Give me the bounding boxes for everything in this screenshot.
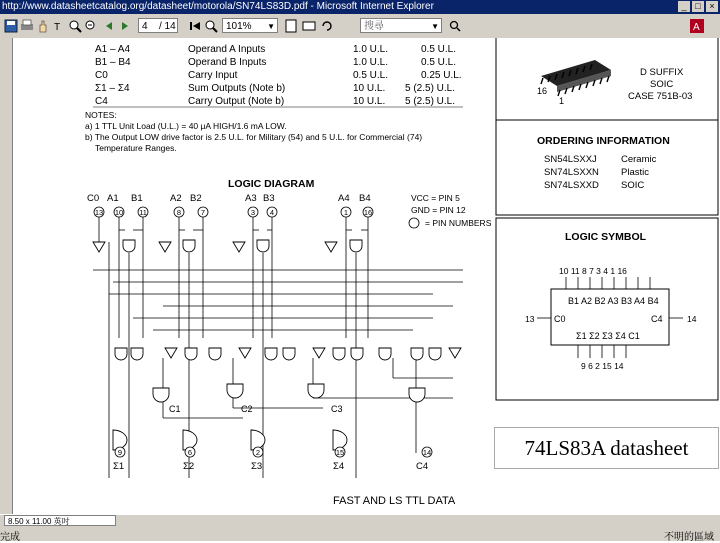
desc-sum: Sum Outputs (Note b) (188, 83, 286, 94)
package-box (496, 38, 718, 120)
pin-number-legend-icon (409, 218, 419, 228)
output-pin-sum2: 6 (187, 448, 193, 457)
input-label-a1: A1 (107, 193, 119, 204)
chevron-down-icon: ▼ (431, 22, 439, 31)
navigation-pane[interactable] (0, 38, 13, 514)
input-label-a4: A4 (338, 193, 350, 204)
window-controls (678, 1, 718, 12)
ordering-info-box (496, 120, 718, 215)
loading-table (95, 44, 462, 107)
package-suffix: D SUFFIX (640, 67, 684, 78)
carry-label-c1: C1 (169, 404, 181, 414)
logic-symbol-right-pin: 14 (687, 314, 697, 324)
logic-symbol-left-label: C0 (554, 314, 566, 324)
zoom-select[interactable]: 101% ▼ (222, 18, 278, 33)
input-pin-a4: 1 (343, 208, 349, 217)
desc-c0: Carry Input (188, 70, 238, 81)
package-type: SOIC (650, 79, 674, 90)
order-part-1: SN54LSXXJ (544, 154, 597, 165)
notes-heading: NOTES: (85, 110, 117, 120)
order-pkg-3: SOIC (621, 180, 645, 191)
input-label-a2: A2 (170, 193, 182, 204)
logic-diagram-title: LOGIC DIAGRAM (228, 178, 315, 190)
high-c0: 0.5 U.L. (353, 70, 389, 81)
order-part-3: SN74LSXXD (544, 180, 599, 191)
page-total: / 14 (159, 21, 176, 32)
hand-tool-icon[interactable] (36, 19, 50, 33)
next-page-icon[interactable] (118, 19, 132, 33)
slide-caption: 74LS83A datasheet (494, 427, 719, 469)
logic-symbol-bottom-labels: Σ1 Σ2 Σ3 Σ4 C1 (576, 331, 640, 341)
package-case: CASE 751B-03 (628, 91, 693, 102)
legend-pin-numbers: = PIN NUMBERS (425, 218, 492, 228)
output-pin-c4: 14 (422, 448, 432, 457)
low-sum: 5 (2.5) U.L. (405, 83, 456, 94)
input-pin-b2: 7 (200, 208, 206, 217)
fit-width-icon[interactable] (302, 19, 316, 33)
page-footer: FAST AND LS TTL DATA (333, 495, 456, 507)
pin-c0: C0 (95, 70, 108, 81)
minimize-button[interactable]: _ (678, 1, 690, 12)
desc-a: Operand A Inputs (188, 44, 266, 55)
carry-label-c3: C3 (331, 404, 343, 414)
status-bar (0, 514, 720, 541)
input-pin-c0: 13 (94, 208, 104, 217)
input-pin-b4: 16 (363, 208, 373, 217)
zoom-in-icon[interactable] (68, 19, 82, 33)
output-pin-sum1: 9 (117, 448, 123, 457)
input-pin-a1: 10 (114, 208, 124, 217)
note-a: a) 1 TTL Unit Load (U.L.) = 40 μA HIGH/1.6 mA LOW. (85, 121, 287, 131)
ordering-title: ORDERING INFORMATION (537, 135, 670, 147)
logic-symbol-top-labels: B1 A2 B2 A3 B3 A4 B4 (568, 296, 659, 306)
search-input[interactable]: 搜尋 ▼ (360, 18, 442, 33)
package-pin1: 1 (559, 96, 565, 106)
input-label-b1: B1 (131, 193, 143, 204)
close-button[interactable]: × (706, 1, 718, 12)
svg-text:A: A (693, 22, 700, 33)
logic-symbol-bottom-pins: 9 6 2 15 14 (581, 361, 624, 371)
output-label-sum2: Σ2 (183, 461, 195, 472)
legend-vcc: VCC = PIN 5 (411, 193, 460, 203)
pin-sum: Σ1 – Σ4 (95, 83, 130, 94)
input-label-c0: C0 (87, 193, 100, 204)
window-titlebar (0, 0, 720, 14)
previous-page-icon[interactable] (102, 19, 116, 33)
desc-c4: Carry Output (Note b) (188, 96, 285, 107)
status-done: 完成 (0, 532, 20, 543)
select-text-icon[interactable] (52, 19, 66, 33)
logic-symbol-left-pin: 13 (525, 314, 535, 324)
low-a: 0.5 U.L. (421, 44, 457, 55)
package-pin16: 16 (537, 86, 548, 96)
first-page-icon[interactable] (188, 19, 202, 33)
output-label-sum4: Σ4 (333, 461, 345, 472)
zoom-out-icon[interactable] (84, 19, 98, 33)
status-zone: 不明的區域 (664, 532, 714, 543)
legend-gnd: GND = PIN 12 (411, 205, 466, 215)
input-pin-a2: 8 (176, 208, 182, 217)
output-label-sum1: Σ1 (113, 461, 125, 472)
output-label-sum3: Σ3 (251, 461, 263, 472)
print-icon[interactable] (20, 19, 34, 33)
input-pin-a3: 3 (250, 208, 256, 217)
svg-text:T: T (54, 22, 61, 33)
order-pkg-2: Plastic (621, 167, 649, 178)
pin-a: A1 – A4 (95, 44, 131, 55)
save-icon[interactable] (4, 19, 18, 33)
high-c4: 10 U.L. (353, 96, 386, 107)
order-part-2: SN74LSXXN (544, 167, 599, 178)
logic-symbol-top-pins: 10 11 8 7 3 4 1 16 (559, 266, 627, 276)
input-label-b4: B4 (359, 193, 371, 204)
zoom-icon[interactable] (204, 19, 218, 33)
page-size-box (4, 515, 116, 526)
find-icon[interactable] (448, 19, 462, 33)
input-pin-b1: 11 (139, 208, 147, 217)
output-label-c4: C4 (416, 461, 429, 472)
note-b-line1: b) The Output LOW drive factor is 2.5 U.L. for Military (54) and 5 U.L. for Commercial (74) (85, 132, 423, 142)
high-sum: 10 U.L. (353, 83, 386, 94)
window-title: http://www.datasheetcatalog.org/datasheet/motorola/SN74LS83D.pdf - Microsoft Internet Explorer (2, 1, 434, 12)
output-pin-sum3: 2 (255, 448, 261, 457)
pdf-toolbar (0, 14, 720, 39)
fit-page-icon[interactable] (284, 19, 298, 33)
maximize-button[interactable]: □ (692, 1, 704, 12)
low-b: 0.5 U.L. (421, 57, 457, 68)
adobe-logo-icon (690, 19, 704, 33)
chevron-down-icon: ▼ (267, 22, 275, 31)
note-b-line2: Temperature Ranges. (95, 143, 177, 153)
input-label-b2: B2 (190, 193, 202, 204)
carry-label-c2: C2 (241, 404, 253, 414)
input-label-b3: B3 (263, 193, 275, 204)
logic-diagram (87, 178, 492, 478)
logic-symbol-box (496, 218, 718, 400)
order-pkg-1: Ceramic (621, 154, 657, 165)
high-b: 1.0 U.L. (353, 57, 389, 68)
page-number-input[interactable]: 4 / 14 (138, 18, 178, 33)
logic-symbol-title: LOGIC SYMBOL (565, 231, 647, 243)
rotate-icon[interactable] (320, 19, 334, 33)
input-label-a3: A3 (245, 193, 257, 204)
low-c4: 5 (2.5) U.L. (405, 96, 456, 107)
pin-c4: C4 (95, 96, 108, 107)
logic-symbol-right-label: C4 (651, 314, 663, 324)
output-pin-sum4: 15 (335, 448, 345, 457)
desc-b: Operand B Inputs (188, 57, 267, 68)
pin-b: B1 – B4 (95, 57, 131, 68)
input-pin-b3: 4 (269, 208, 275, 217)
high-a: 1.0 U.L. (353, 44, 389, 55)
page-size: 8.50 x 11.00 英吋 (8, 517, 70, 526)
notes (85, 110, 422, 153)
low-c0: 0.25 U.L. (421, 70, 462, 81)
